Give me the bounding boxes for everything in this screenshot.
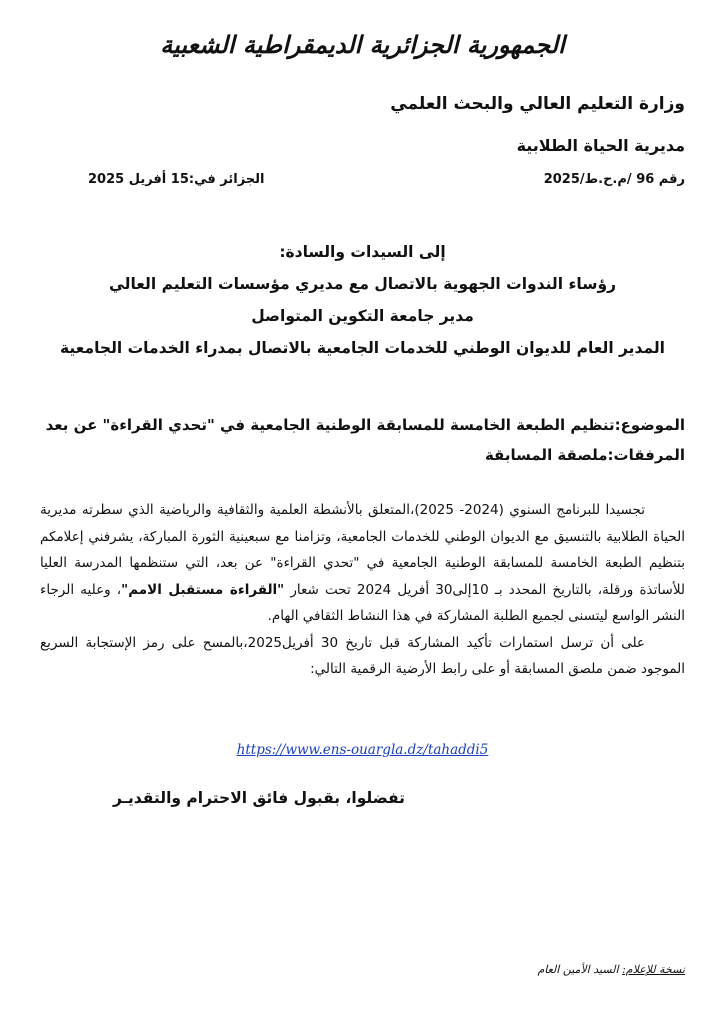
link-line <box>40 739 685 758</box>
closing-salutation: تفضلوا، بقبول فائق الاحترام والتقديـر <box>113 789 405 807</box>
directorate-name: مديرية الحياة الطلابية <box>516 136 685 155</box>
body-paragraph <box>40 497 685 630</box>
letter-date: الجزائر في:15 أفريل 2025 <box>88 172 265 187</box>
platform-link[interactable]: https://www.ens-ouargla.dz/tahaddi5 <box>236 742 489 758</box>
reference-number: رقم 96 /م.ح.ط/2025 <box>543 172 685 187</box>
addressee-line: رؤساء الندوات الجهوية بالاتصال مع مديري مؤسسات التعليم العالي <box>108 275 617 293</box>
copy-notice <box>537 963 685 976</box>
body-paragraph: على أن ترسل استمارات تأكيد المشاركة قبل تاريخ 30 أفريل2025،بالمسح على رمز الإستجابة السريع الموجود ضمن ملصق المسابقة أو على رابط الأرضية الرقمية التالي: <box>40 634 685 677</box>
republic-title: الجمهورية الجزائرية الديمقراطية الشعبية <box>160 30 565 59</box>
addressees-heading: إلى السيدات والسادة: <box>279 243 446 261</box>
copy-label: نسخة للإعلام: <box>622 963 685 976</box>
ministry-name: وزارة التعليم العالي والبحث العلمي <box>390 94 685 114</box>
slogan-text: "القراءة مستقبل الامم" <box>121 581 285 598</box>
subject-line: الموضوع:تنظيم الطبعة الخامسة للمسابقة الوطنية الجامعية في "تحدي القراءة" عن بعد <box>45 416 685 434</box>
body-text: تجسيدا للبرنامج السنوي (2024- 2025)،المتعلق بالأنشطة العلمية والثقافية والرياضية الذي سطرته مديرية الحياة الطلابية بالتنسيق مع الديوان الوطني للخدمات الجامعية، وتزامنا مع سبعينية الثورة المباركة، يشرفني إعلامكم بتنظيم الطبعة الخامسة للمسابقة الوطنية الجامعية في "تحدي القراءة" عن بعد، التي ستنظمها المدرسة العليا للأساتذة ورقلة، بالتاريخ المحدد بـ 10إلى30 أفريل 2024 تحت شعار <box>40 502 685 598</box>
addressees-block <box>40 236 685 364</box>
body-text: ، وعليه الرجاء النشر الواسع ليتسنى لجميع الطلبة المشاركة في هذا النشاط الثقافي الهام. <box>40 581 685 624</box>
letter-body <box>40 497 685 683</box>
attachments-line: المرفقات:ملصقة المسابقة <box>484 446 685 464</box>
copy-recipient: السيد الأمين العام <box>537 963 619 976</box>
addressee-line: مدير جامعة التكوين المتواصل <box>251 307 474 325</box>
subject-block <box>40 410 685 470</box>
addressee-line: المدير العام للديوان الوطني للخدمات الجامعية بالاتصال بمدراء الخدمات الجامعية <box>60 339 665 357</box>
